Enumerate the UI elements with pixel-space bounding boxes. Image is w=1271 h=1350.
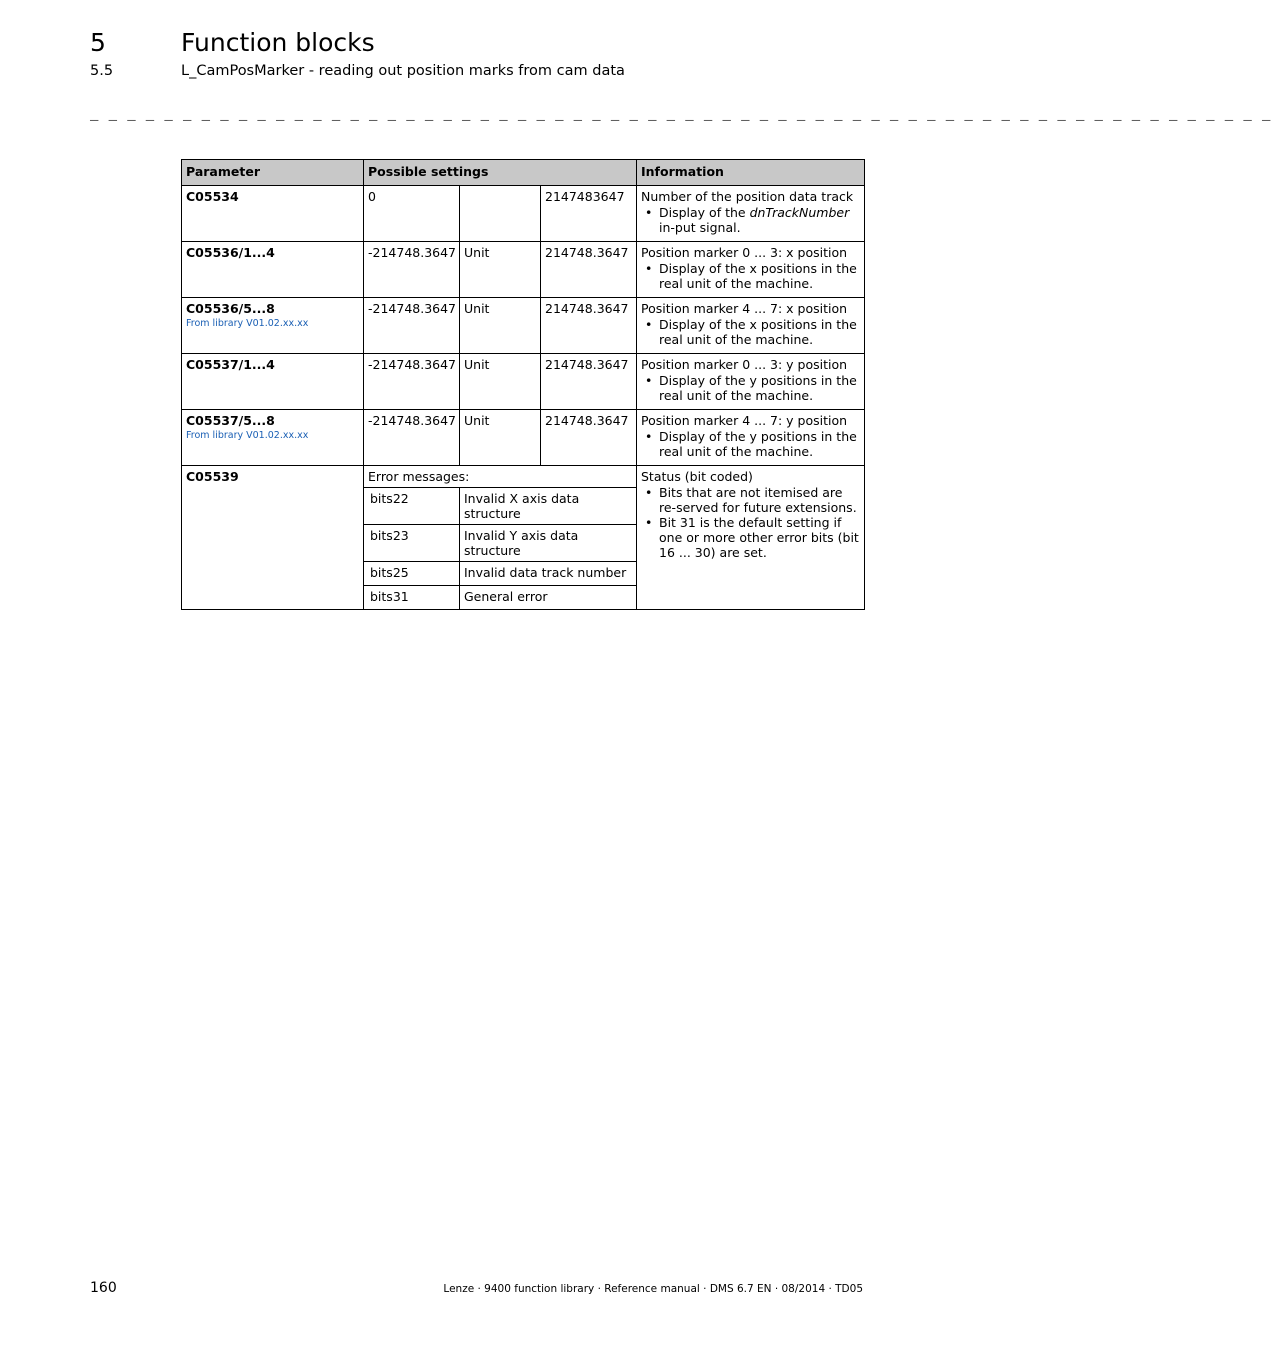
library-version-note: From library V01.02.xx.xx <box>186 430 309 441</box>
bit-description: Invalid data track number <box>460 562 637 586</box>
error-messages-label: Error messages: <box>364 466 637 488</box>
param-cell <box>182 242 364 298</box>
info-title: Status (bit coded) <box>641 469 753 484</box>
param-cell <box>182 466 364 610</box>
info-cell <box>637 466 865 610</box>
info-bullet: • Display of the x positions in the real unit of the machine. <box>655 261 860 291</box>
max-value: 214748.3647 <box>541 354 637 410</box>
table-row-status <box>182 466 865 488</box>
max-value: 214748.3647 <box>541 242 637 298</box>
info-list <box>641 261 860 291</box>
param-cell <box>182 354 364 410</box>
signal-name: dnTrackNumber <box>749 205 850 220</box>
parameter-table <box>181 159 865 610</box>
param-cell <box>182 410 364 466</box>
info-cell <box>637 186 865 242</box>
info-bullet-post: in-put signal. <box>659 220 741 235</box>
param-cell <box>182 186 364 242</box>
unit-value: Unit <box>460 410 541 466</box>
section-title: L_CamPosMarker - reading out position marks from cam data <box>181 63 625 79</box>
info-list <box>641 317 860 347</box>
min-value: -214748.3647 <box>364 242 460 298</box>
library-version-note: From library V01.02.xx.xx <box>186 318 309 329</box>
param-cell <box>182 298 364 354</box>
info-bullet: • Bits that are not itemised are re-served for future extensions. <box>655 485 860 515</box>
info-bullet-pre: Display of the <box>659 205 750 220</box>
header-possible-settings: Possible settings <box>364 160 637 186</box>
info-cell <box>637 410 865 466</box>
header-divider: _ _ _ _ _ _ _ _ _ _ _ _ _ _ _ _ _ _ _ _ _ _ _ _ _ _ _ _ _ _ _ _ _ _ _ _ _ _ _ _ _ _ _ _ _ _ _ _ _ _ _ _ _ _ _ _ _ _ _ _ _ _ _ _ <box>90 108 1271 124</box>
unit-value: Unit <box>460 354 541 410</box>
table-header-row <box>182 160 865 186</box>
info-list <box>641 373 860 403</box>
unit-value: Unit <box>460 298 541 354</box>
max-value: 214748.3647 <box>541 298 637 354</box>
param-name: C05536/5...8 <box>186 301 275 316</box>
info-title: Position marker 4 ... 7: y position <box>641 413 848 428</box>
param-name: C05536/1...4 <box>186 245 275 260</box>
min-value: -214748.3647 <box>364 298 460 354</box>
info-title: Number of the position data track <box>641 189 854 204</box>
chapter-number: 5 <box>90 28 106 57</box>
info-list <box>641 485 860 560</box>
unit-value <box>460 186 541 242</box>
param-name: C05534 <box>186 189 239 204</box>
min-value: -214748.3647 <box>364 410 460 466</box>
bit-id: bits25 <box>364 562 460 586</box>
table-row <box>182 354 865 410</box>
info-cell <box>637 242 865 298</box>
min-value: 0 <box>364 186 460 242</box>
info-bullet: • Display of the y positions in the real unit of the machine. <box>655 373 860 403</box>
table-row <box>182 242 865 298</box>
param-name: C05539 <box>186 469 239 484</box>
info-title: Position marker 0 ... 3: x position <box>641 245 848 260</box>
param-name: C05537/5...8 <box>186 413 275 428</box>
table-row <box>182 298 865 354</box>
max-value: 2147483647 <box>541 186 637 242</box>
chapter-title: Function blocks <box>181 28 375 57</box>
header-information: Information <box>637 160 865 186</box>
info-list <box>641 205 860 235</box>
bit-id: bits22 <box>364 488 460 525</box>
param-name: C05537/1...4 <box>186 357 275 372</box>
min-value: -214748.3647 <box>364 354 460 410</box>
info-bullet <box>655 205 860 235</box>
bit-description: Invalid Y axis data structure <box>460 525 637 562</box>
info-cell <box>637 298 865 354</box>
info-bullet: • Display of the y positions in the real unit of the machine. <box>655 429 860 459</box>
bit-description: Invalid X axis data structure <box>460 488 637 525</box>
bit-id: bits23 <box>364 525 460 562</box>
header-parameter: Parameter <box>182 160 364 186</box>
info-bullet: • Bit 31 is the default setting if one or more other error bits (bit 16 ... 30) are set. <box>655 515 860 560</box>
bit-description: General error <box>460 586 637 610</box>
unit-value: Unit <box>460 242 541 298</box>
max-value: 214748.3647 <box>541 410 637 466</box>
info-title: Position marker 0 ... 3: y position <box>641 357 848 372</box>
bit-id: bits31 <box>364 586 460 610</box>
section-number: 5.5 <box>90 63 114 79</box>
info-list <box>641 429 860 459</box>
page-number: 160 <box>90 1280 117 1296</box>
info-title: Position marker 4 ... 7: x position <box>641 301 848 316</box>
table-row <box>182 186 865 242</box>
info-cell <box>637 354 865 410</box>
info-bullet: • Display of the x positions in the real unit of the machine. <box>655 317 860 347</box>
table-row <box>182 410 865 466</box>
footer-text: Lenze · 9400 function library · Reference manual · DMS 6.7 EN · 08/2014 · TD05 <box>443 1283 863 1295</box>
